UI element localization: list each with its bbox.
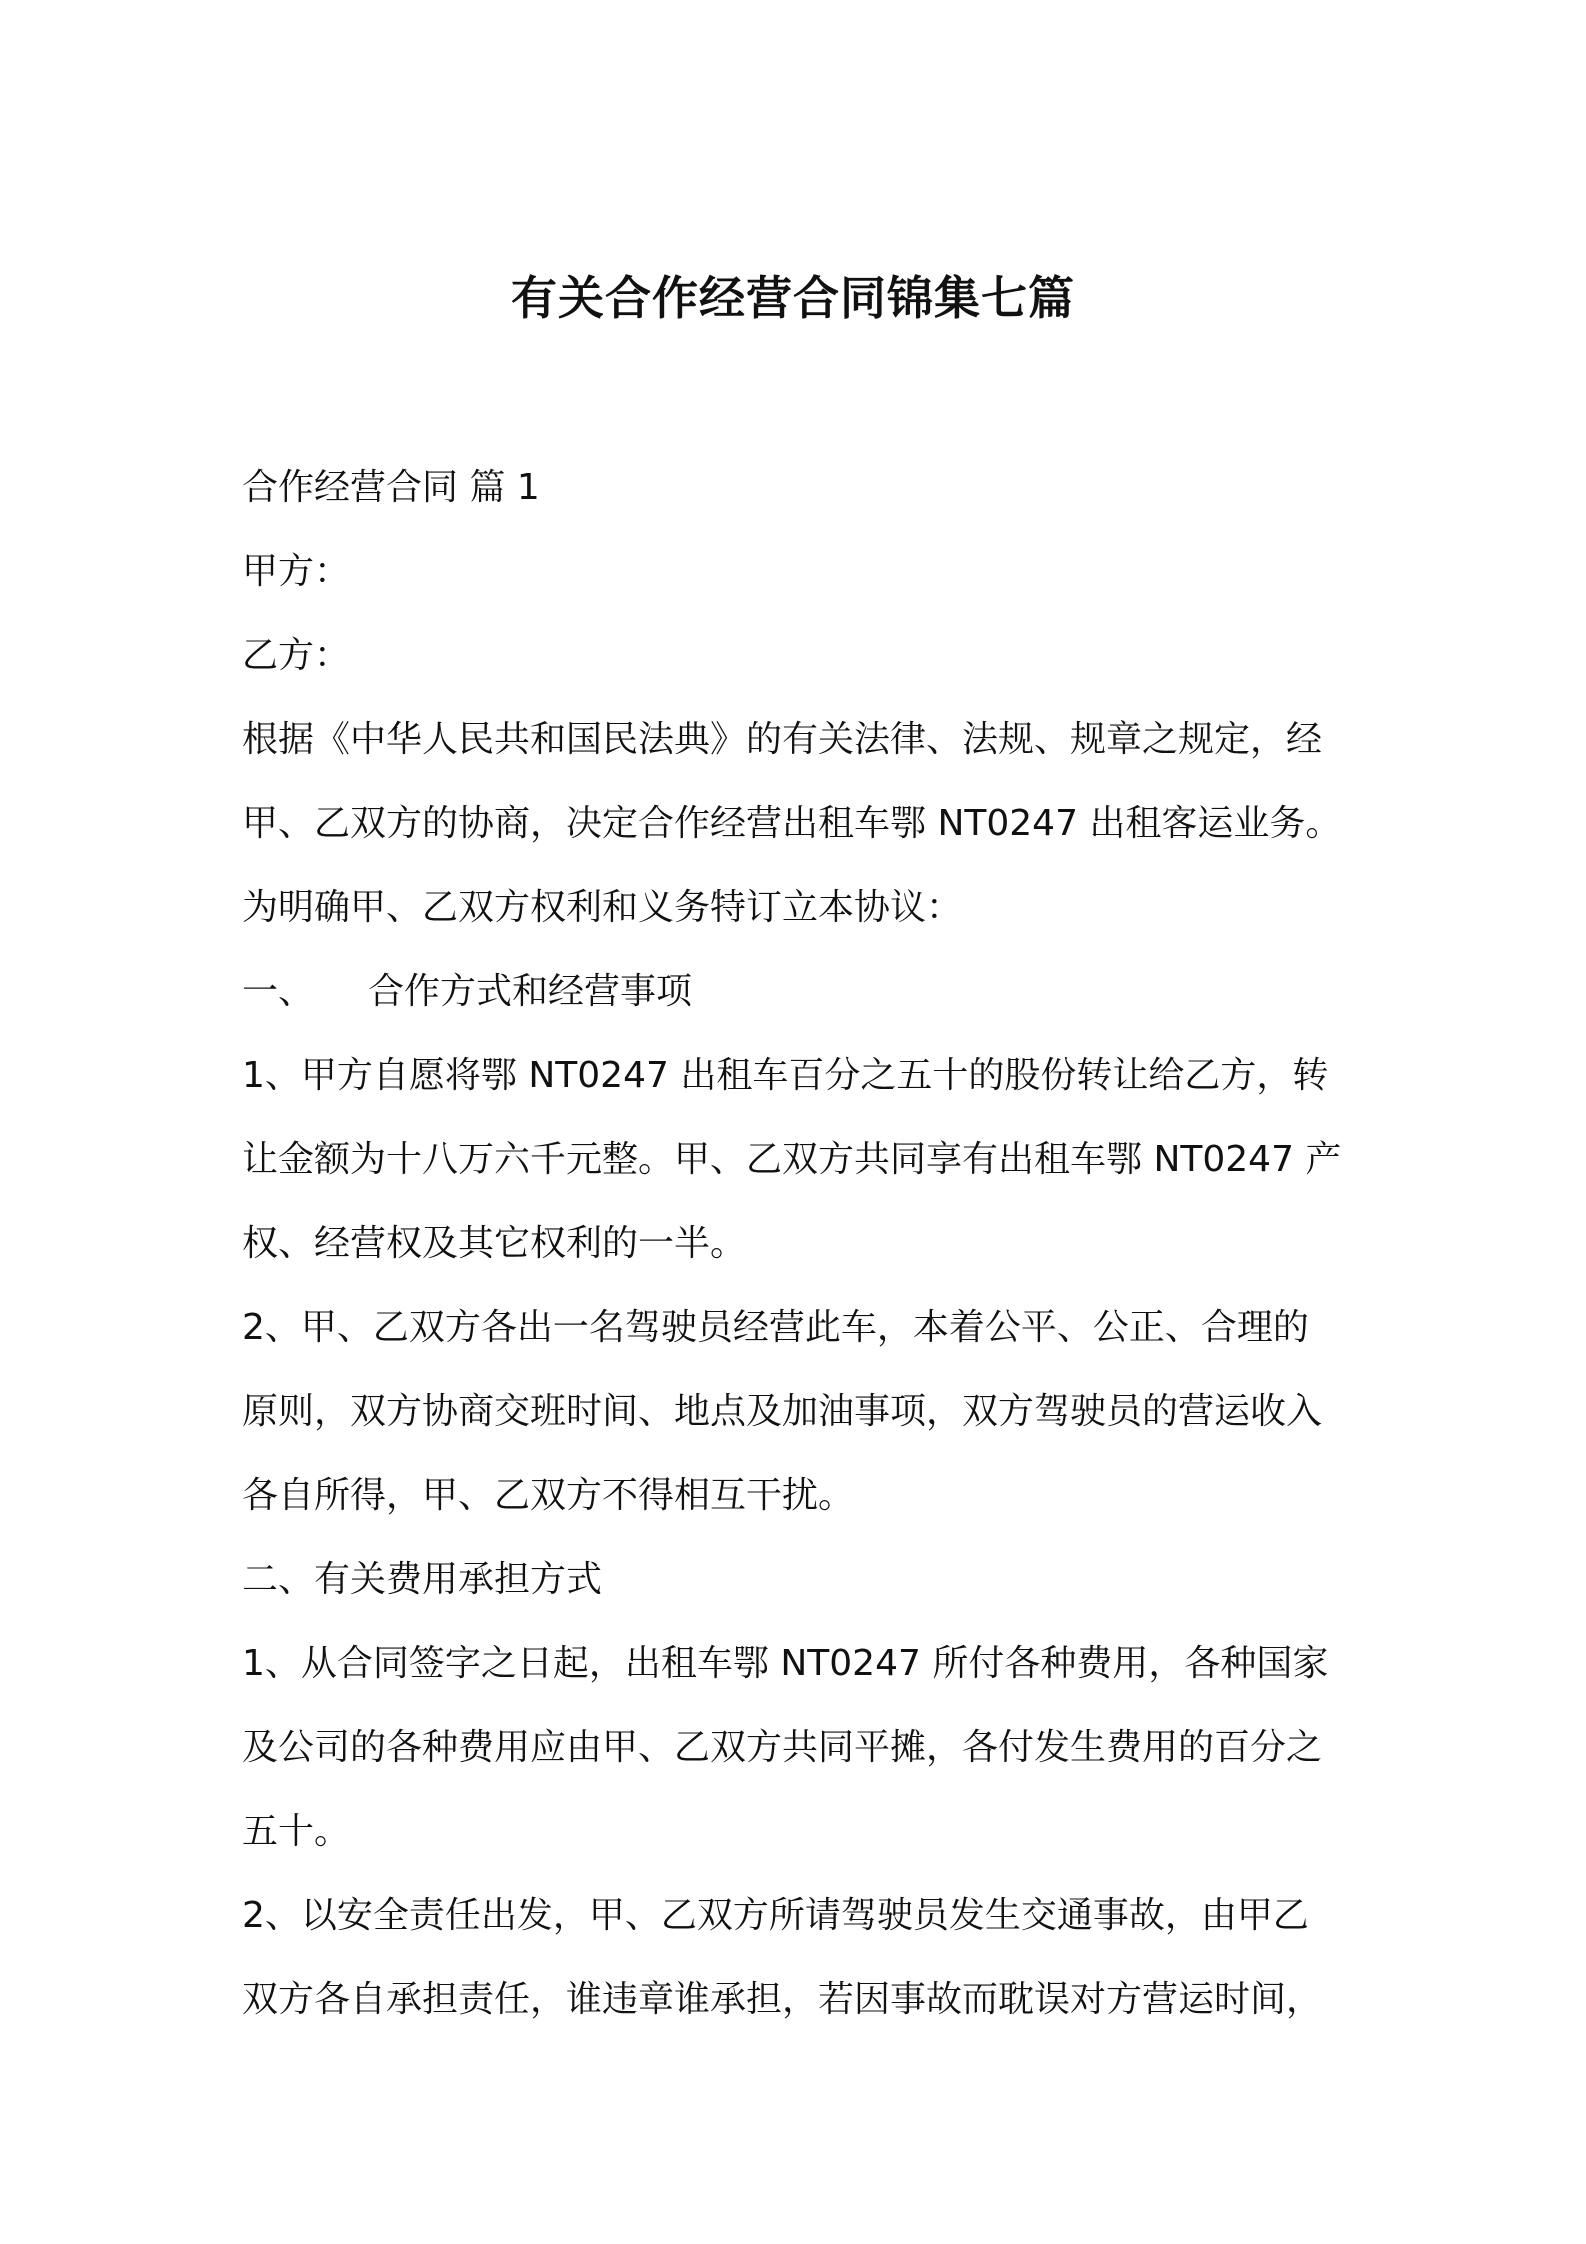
party-a-label: 甲方： bbox=[242, 551, 351, 592]
section-heading: 合作经营合同 篇 1 bbox=[242, 467, 540, 508]
paragraph-line: 及公司的各种费用应由甲、乙双方共同平摊，各付发生费用的百分之 bbox=[242, 1727, 1323, 1768]
clause-number: 一、 bbox=[242, 971, 315, 1012]
paragraph-line: 1、从合同签字之日起，出租车鄂 NT0247 所付各种费用，各种国家 bbox=[242, 1643, 1329, 1684]
paragraph-line: 五十。 bbox=[242, 1811, 351, 1852]
paragraph-line: 双方各自承担责任，谁违章谁承担，若因事故而耽误对方营运时间， bbox=[242, 1979, 1323, 2020]
clause-heading-2: 二、有关费用承担方式 bbox=[242, 1559, 603, 1600]
paragraph-line: 1、甲方自愿将鄂 NT0247 出租车百分之五十的股份转让给乙方，转 bbox=[242, 1055, 1329, 1096]
document-title: 有关合作经营合同锦集七篇 bbox=[511, 271, 1075, 325]
clause-title: 合作方式和经营事项 bbox=[368, 971, 693, 1012]
paragraph-line: 权、经营权及其它权利的一半。 bbox=[242, 1223, 747, 1264]
paragraph-line: 让金额为十八万六千元整。甲、乙双方共同享有出租车鄂 NT0247 产 bbox=[242, 1139, 1342, 1180]
paragraph-line: 为明确甲、乙双方权利和义务特订立本协议： bbox=[242, 887, 963, 928]
party-b-label: 乙方： bbox=[242, 635, 351, 676]
document-body bbox=[242, 446, 1354, 2042]
paragraph-line: 2、甲、乙双方各出一名驾驶员经营此车，本着公平、公正、合理的 bbox=[242, 1307, 1309, 1348]
clause-heading-1 bbox=[242, 950, 1354, 1034]
paragraph-line: 根据《中华人民共和国民法典》的有关法律、法规、规章之规定，经 bbox=[242, 719, 1323, 760]
paragraph-line: 各自所得，甲、乙双方不得相互干扰。 bbox=[242, 1475, 855, 1516]
paragraph-line: 甲、乙双方的协商，决定合作经营出租车鄂 NT0247 出租客运业务。 bbox=[242, 803, 1342, 844]
paragraph-line: 2、以安全责任出发，甲、乙双方所请驾驶员发生交通事故，由甲乙 bbox=[242, 1895, 1309, 1936]
paragraph-line: 原则，双方协商交班时间、地点及加油事项，双方驾驶员的营运收入 bbox=[242, 1391, 1323, 1432]
